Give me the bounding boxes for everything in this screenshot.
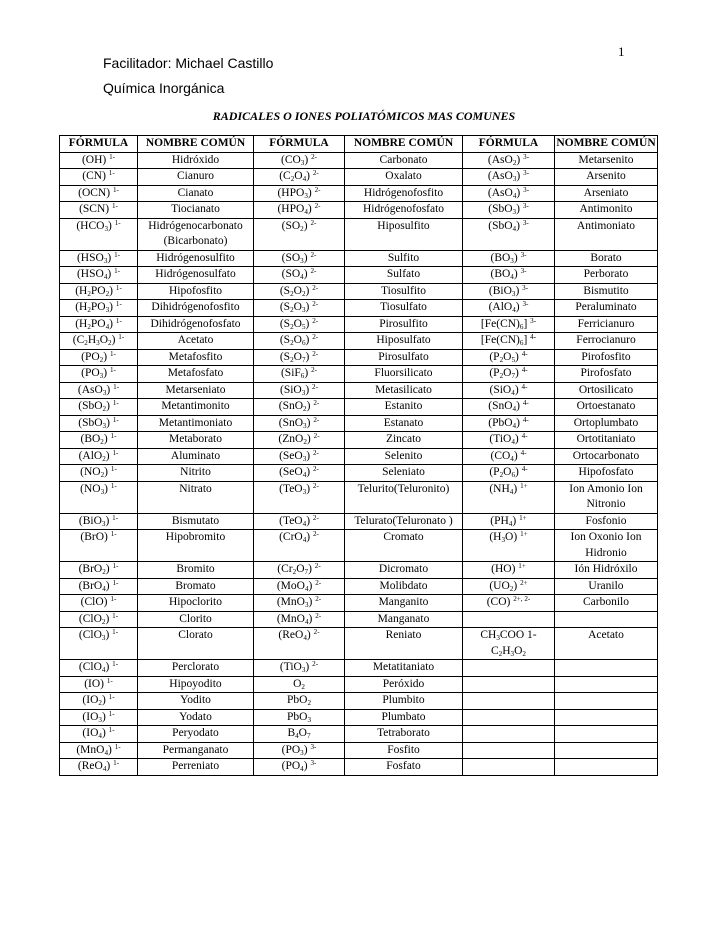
- formula-cell: $(HSO_4)$ $^{1-}$: [60, 267, 138, 284]
- header-formula: FÓRMULA: [60, 136, 138, 153]
- formula-cell: (ClO$_4$) $^{1-}$: [60, 660, 138, 677]
- formula-cell: $CH_3COO$ 1- $C_2H_3O_2$: [463, 628, 555, 660]
- name-cell: [555, 742, 658, 759]
- name-cell: Peryodato: [138, 726, 254, 743]
- name-cell: Pirosulfato: [345, 349, 463, 366]
- formula-cell: (BiO$_3$) $^{1-}$: [60, 513, 138, 530]
- formula-cell: (TeO$_4$) $^{2-}$: [254, 513, 345, 530]
- table-row: [60, 169, 658, 186]
- table-row: [60, 415, 658, 432]
- formula-cell: (IO) $^{1-}$: [60, 676, 138, 693]
- name-cell: Cromato: [345, 530, 463, 562]
- table-row: [60, 759, 658, 776]
- name-cell: Ion Oxonio Ion Hidronio: [555, 530, 658, 562]
- name-cell: Manganito: [345, 595, 463, 612]
- name-cell: Sulfato: [345, 267, 463, 284]
- formula-cell: $(BO_4)$ $^{3-}$: [463, 267, 555, 284]
- name-cell: Fluorsilicato: [345, 366, 463, 383]
- table-row: [60, 267, 658, 284]
- formula-cell: $(HPO_3)$ $^{2-}$: [254, 185, 345, 202]
- formula-cell: $(P_2O_5)$ $^{4-}$: [463, 349, 555, 366]
- formula-cell: [463, 759, 555, 776]
- formula-cell: [463, 742, 555, 759]
- table-row: [60, 448, 658, 465]
- formula-cell: (CN) $^{1-}$: [60, 169, 138, 186]
- formula-cell: $(HPO_4)$ $^{2-}$: [254, 202, 345, 219]
- table-row: [60, 250, 658, 267]
- formula-cell: [463, 726, 555, 743]
- name-cell: Seleniato: [345, 465, 463, 482]
- name-cell: Fosfato: [345, 759, 463, 776]
- formula-cell: (SbO$_4$) $^{3-}$: [463, 218, 555, 250]
- name-cell: Ortoestanato: [555, 399, 658, 416]
- formula-cell: $(PH_4)$ $^{1+}$: [463, 513, 555, 530]
- table-row: [60, 742, 658, 759]
- name-cell: Pirosulfito: [345, 316, 463, 333]
- formula-cell: (HO) $^{1+}$: [463, 562, 555, 579]
- name-cell: Aluminato: [138, 448, 254, 465]
- table-row: [60, 333, 658, 350]
- name-cell: Hidrógenofosfato: [345, 202, 463, 219]
- name-cell: Ferrocianuro: [555, 333, 658, 350]
- formula-cell: $[Fe(CN)_6]$ $^{3-}$: [463, 316, 555, 333]
- formula-cell: $B_4O_7$: [254, 726, 345, 743]
- name-cell: Hipofosfito: [138, 283, 254, 300]
- table-row: [60, 628, 658, 660]
- formula-cell: (PbO$_4$) $^{4-}$: [463, 415, 555, 432]
- name-cell: Metarseniato: [138, 382, 254, 399]
- formula-cell: (AsO$_4$) $^{3-}$: [463, 185, 555, 202]
- formula-cell: (MoO$_4$) $^{2-}$: [254, 578, 345, 595]
- name-cell: Cianuro: [138, 169, 254, 186]
- name-cell: Metafosfato: [138, 366, 254, 383]
- name-cell: Fosfito: [345, 742, 463, 759]
- name-cell: Arseniato: [555, 185, 658, 202]
- name-cell: Metasilicato: [345, 382, 463, 399]
- name-cell: Metatitaniato: [345, 660, 463, 677]
- table-row: [60, 465, 658, 482]
- name-cell: [555, 726, 658, 743]
- name-cell: Hipoclorito: [138, 595, 254, 612]
- formula-cell: (SbO$_3$) $^{1-}$: [60, 415, 138, 432]
- formula-cell: $(H_2PO_4)$ $^{1-}$: [60, 316, 138, 333]
- name-cell: Cianato: [138, 185, 254, 202]
- name-cell: Manganato: [345, 611, 463, 628]
- formula-cell: $(UO_2)$ $^{2+}$: [463, 578, 555, 595]
- name-cell: Carbonato: [345, 152, 463, 169]
- name-cell: Telurito(Teluronito): [345, 481, 463, 513]
- formula-cell: $(HCO_3)$ $^{1-}$: [60, 218, 138, 250]
- formula-cell: (MnO$_4$) $^{1-}$: [60, 742, 138, 759]
- name-cell: Clorito: [138, 611, 254, 628]
- name-cell: Zincato: [345, 432, 463, 449]
- formula-cell: $(P_2O_7)$ $^{4-}$: [463, 366, 555, 383]
- name-cell: Fosfonio: [555, 513, 658, 530]
- name-cell: Bismutito: [555, 283, 658, 300]
- name-cell: Yodito: [138, 693, 254, 710]
- name-cell: Tiosulfato: [345, 300, 463, 317]
- table-row: [60, 202, 658, 219]
- name-cell: Metaborato: [138, 432, 254, 449]
- formula-cell: (CO) $^{2+, 2-}$: [463, 595, 555, 612]
- table-row: [60, 366, 658, 383]
- name-cell: Arsenito: [555, 169, 658, 186]
- name-cell: Ortotitaniato: [555, 432, 658, 449]
- formula-cell: $(S_2O_3)$ $^{2-}$: [254, 300, 345, 317]
- table-row: [60, 300, 658, 317]
- formula-cell: (ClO) $^{1-}$: [60, 595, 138, 612]
- name-cell: Borato: [555, 250, 658, 267]
- formula-cell: (AlO$_4$) $^{3-}$: [463, 300, 555, 317]
- table-row: [60, 595, 658, 612]
- formula-cell: $[Fe(CN)_6]$ $^{4-}$: [463, 333, 555, 350]
- formula-cell: $(SO_4)$ $^{2-}$: [254, 267, 345, 284]
- formula-cell: [463, 676, 555, 693]
- header-formula: FÓRMULA: [254, 136, 345, 153]
- name-cell: Perreniato: [138, 759, 254, 776]
- formula-cell: $(S_2O_7)$ $^{2-}$: [254, 349, 345, 366]
- formula-cell: PbO$_2$: [254, 693, 345, 710]
- name-cell: Acetato: [138, 333, 254, 350]
- name-cell: Estanato: [345, 415, 463, 432]
- name-cell: Metafosfito: [138, 349, 254, 366]
- formula-cell: (ReO$_4$) $^{1-}$: [60, 759, 138, 776]
- table-title: RADICALES O IONES POLIATÓMICOS MAS COMUNES: [212, 109, 516, 123]
- name-cell: Ion Amonio Ion Nitronio: [555, 481, 658, 513]
- name-cell: Metantimoniato: [138, 415, 254, 432]
- name-cell: Ión Hidróxilo: [555, 562, 658, 579]
- name-cell: Clorato: [138, 628, 254, 660]
- formula-cell: (OH) $^{1-}$: [60, 152, 138, 169]
- formula-cell: (ZnO$_2$) $^{2-}$: [254, 432, 345, 449]
- formula-cell: (SbO$_3$) $^{3-}$: [463, 202, 555, 219]
- formula-cell: (SnO$_3$) $^{2-}$: [254, 415, 345, 432]
- name-cell: Hiposulfato: [345, 333, 463, 350]
- formula-cell: $(S_2O_5)$ $^{2-}$: [254, 316, 345, 333]
- name-cell: Pirofosfato: [555, 366, 658, 383]
- formula-cell: $(SO_3)$ $^{2-}$: [254, 250, 345, 267]
- formula-cell: $(HSO_3)$ $^{1-}$: [60, 250, 138, 267]
- formula-cell: PbO$_3$: [254, 709, 345, 726]
- name-cell: Ferricianuro: [555, 316, 658, 333]
- header-formula: FÓRMULA: [463, 136, 555, 153]
- name-cell: Estanito: [345, 399, 463, 416]
- formula-cell: (OCN) $^{1-}$: [60, 185, 138, 202]
- formula-cell: $(H_2PO_2)$ $^{1-}$: [60, 283, 138, 300]
- name-cell: Bromito: [138, 562, 254, 579]
- header-row: [60, 136, 658, 153]
- header-common-name: NOMBRE COMÚN: [555, 136, 658, 153]
- ion-table: [59, 135, 658, 776]
- name-cell: Yodato: [138, 709, 254, 726]
- formula-cell: $(S_2O_2)$ $^{2-}$: [254, 283, 345, 300]
- formula-cell: [463, 611, 555, 628]
- formula-cell: $(IO_2)$ $^{1-}$: [60, 693, 138, 710]
- table-row: [60, 726, 658, 743]
- name-cell: Plumbato: [345, 709, 463, 726]
- name-cell: Peraluminato: [555, 300, 658, 317]
- table-row: [60, 283, 658, 300]
- formula-cell: $(PO_3)$ $^{3-}$: [254, 742, 345, 759]
- formula-cell: $(NH_4)$ $^{1+}$: [463, 481, 555, 513]
- name-cell: Perclorato: [138, 660, 254, 677]
- table-row: [60, 676, 658, 693]
- name-cell: Hipobromito: [138, 530, 254, 562]
- name-cell: Perborato: [555, 267, 658, 284]
- formula-cell: $(SO_2)$ $^{2-}$: [254, 218, 345, 250]
- formula-cell: (CrO$_4$) $^{2-}$: [254, 530, 345, 562]
- formula-cell: $(NO_3)$ $^{1-}$: [60, 481, 138, 513]
- table-row: [60, 530, 658, 562]
- header-common-name: NOMBRE COMÚN: [138, 136, 254, 153]
- name-cell: Hiposulfito: [345, 218, 463, 250]
- name-cell: Hidrógenosulfato: [138, 267, 254, 284]
- formula-cell: (AlO$_2$) $^{1-}$: [60, 448, 138, 465]
- formula-cell: $(PO_4)$ $^{3-}$: [254, 759, 345, 776]
- table-row: [60, 578, 658, 595]
- table-row: [60, 218, 658, 250]
- formula-cell: $(BO_2)$ $^{1-}$: [60, 432, 138, 449]
- formula-cell: (ClO$_2$) $^{1-}$: [60, 611, 138, 628]
- formula-cell: $(C_2H_3O_2)$ $^{1-}$: [60, 333, 138, 350]
- name-cell: Hipofosfato: [555, 465, 658, 482]
- formula-cell: (BrO$_2$) $^{1-}$: [60, 562, 138, 579]
- table-row: [60, 349, 658, 366]
- name-cell: Hidróxido: [138, 152, 254, 169]
- table-row: [60, 709, 658, 726]
- name-cell: Dihidrógenofosfito: [138, 300, 254, 317]
- formula-cell: (MnO$_4$) $^{2-}$: [254, 611, 345, 628]
- name-cell: [555, 676, 658, 693]
- name-cell: Antimonito: [555, 202, 658, 219]
- table-row: [60, 562, 658, 579]
- name-cell: Permanganato: [138, 742, 254, 759]
- header-common-name: NOMBRE COMÚN: [345, 136, 463, 153]
- name-cell: Hidrógenocarbonato (Bicarbonato): [138, 218, 254, 250]
- name-cell: Hidrógenofosfito: [345, 185, 463, 202]
- table-row: [60, 660, 658, 677]
- formula-cell: (SbO$_2$) $^{1-}$: [60, 399, 138, 416]
- formula-cell: (SeO$_4$) $^{2-}$: [254, 465, 345, 482]
- name-cell: [555, 693, 658, 710]
- subject-line: Química Inorgánica: [103, 80, 225, 96]
- formula-cell: (SnO$_2$) $^{2-}$: [254, 399, 345, 416]
- formula-cell: (BrO$_4$) $^{1-}$: [60, 578, 138, 595]
- formula-cell: (TiO$_4$) $^{4-}$: [463, 432, 555, 449]
- name-cell: [555, 660, 658, 677]
- formula-cell: (MnO$_3$) $^{2-}$: [254, 595, 345, 612]
- formula-cell: [463, 709, 555, 726]
- name-cell: Tiocianato: [138, 202, 254, 219]
- formula-cell: (SnO$_4$) $^{4-}$: [463, 399, 555, 416]
- name-cell: Dihidrógenofosfato: [138, 316, 254, 333]
- name-cell: Nitrito: [138, 465, 254, 482]
- table-row: [60, 152, 658, 169]
- name-cell: Reniato: [345, 628, 463, 660]
- formula-cell: $(H_2PO_3)$ $^{1-}$: [60, 300, 138, 317]
- table-row: [60, 481, 658, 513]
- name-cell: Ortoplumbato: [555, 415, 658, 432]
- name-cell: Antimoniato: [555, 218, 658, 250]
- name-cell: Selenito: [345, 448, 463, 465]
- name-cell: [555, 611, 658, 628]
- formula-cell: (AsO$_3$) $^{1-}$: [60, 382, 138, 399]
- name-cell: Uranilo: [555, 578, 658, 595]
- page-number: 1: [618, 44, 625, 59]
- name-cell: Ortocarbonato: [555, 448, 658, 465]
- formula-cell: $(NO_2)$ $^{1-}$: [60, 465, 138, 482]
- name-cell: Sulfito: [345, 250, 463, 267]
- formula-cell: $(PO_3)$ $^{1-}$: [60, 366, 138, 383]
- name-cell: [555, 759, 658, 776]
- name-cell: [555, 709, 658, 726]
- name-cell: Bismutato: [138, 513, 254, 530]
- table-row: [60, 432, 658, 449]
- table-row: [60, 399, 658, 416]
- formula-cell: $(CO_4)$ $^{4-}$: [463, 448, 555, 465]
- formula-cell: (BiO$_3$) $^{3-}$: [463, 283, 555, 300]
- table-row: [60, 513, 658, 530]
- formula-cell: (BrO) $^{1-}$: [60, 530, 138, 562]
- formula-cell: (SCN) $^{1-}$: [60, 202, 138, 219]
- name-cell: Pirofosfito: [555, 349, 658, 366]
- formula-cell: $(P_2O_6)$ $^{4-}$: [463, 465, 555, 482]
- table-row: [60, 382, 658, 399]
- formula-cell: $(S_2O_6)$ $^{2-}$: [254, 333, 345, 350]
- name-cell: Hipoyodito: [138, 676, 254, 693]
- name-cell: Oxalato: [345, 169, 463, 186]
- formula-cell: [463, 660, 555, 677]
- facilitator-line: Facilitador: Michael Castillo: [103, 55, 274, 71]
- name-cell: Acetato: [555, 628, 658, 660]
- formula-cell: $(C_2O_4)$ $^{2-}$: [254, 169, 345, 186]
- formula-cell: $(H_3O)$ $^{1+}$: [463, 530, 555, 562]
- name-cell: Molibdato: [345, 578, 463, 595]
- formula-cell: (TiO$_3$) $^{2-}$: [254, 660, 345, 677]
- formula-cell: $(Cr_2O_7)$ $^{2-}$: [254, 562, 345, 579]
- name-cell: Hidrógenosulfito: [138, 250, 254, 267]
- name-cell: Telurato(Teluronato ): [345, 513, 463, 530]
- name-cell: Dicromato: [345, 562, 463, 579]
- formula-cell: (SiO$_3$) $^{2-}$: [254, 382, 345, 399]
- formula-cell: (TeO$_3$) $^{2-}$: [254, 481, 345, 513]
- formula-cell: (AsO$_3$) $^{3-}$: [463, 169, 555, 186]
- formula-cell: (SiF$_6$) $^{2-}$: [254, 366, 345, 383]
- name-cell: Metarsenito: [555, 152, 658, 169]
- name-cell: Plumbito: [345, 693, 463, 710]
- name-cell: Metantimonito: [138, 399, 254, 416]
- name-cell: Nitrato: [138, 481, 254, 513]
- formula-cell: (ReO$_4$) $^{2-}$: [254, 628, 345, 660]
- formula-cell: (AsO$_2$) $^{3-}$: [463, 152, 555, 169]
- formula-cell: $(PO_2)$ $^{1-}$: [60, 349, 138, 366]
- name-cell: Bromato: [138, 578, 254, 595]
- formula-cell: $(CO_3)$ $^{2-}$: [254, 152, 345, 169]
- name-cell: Tetraborato: [345, 726, 463, 743]
- formula-cell: (SiO$_4$) $^{4-}$: [463, 382, 555, 399]
- name-cell: Ortosilicato: [555, 382, 658, 399]
- table-row: [60, 185, 658, 202]
- name-cell: Peróxido: [345, 676, 463, 693]
- name-cell: Tiosulfito: [345, 283, 463, 300]
- formula-cell: $(IO_3)$ $^{1-}$: [60, 709, 138, 726]
- formula-cell: (SeO$_3$) $^{2-}$: [254, 448, 345, 465]
- formula-cell: $O_2$: [254, 676, 345, 693]
- table-row: [60, 611, 658, 628]
- formula-cell: $(IO_4)$ $^{1-}$: [60, 726, 138, 743]
- table-row: [60, 316, 658, 333]
- formula-cell: (ClO$_3$) $^{1-}$: [60, 628, 138, 660]
- formula-cell: [463, 693, 555, 710]
- formula-cell: $(BO_3)$ $^{3-}$: [463, 250, 555, 267]
- table-row: [60, 693, 658, 710]
- name-cell: Carbonilo: [555, 595, 658, 612]
